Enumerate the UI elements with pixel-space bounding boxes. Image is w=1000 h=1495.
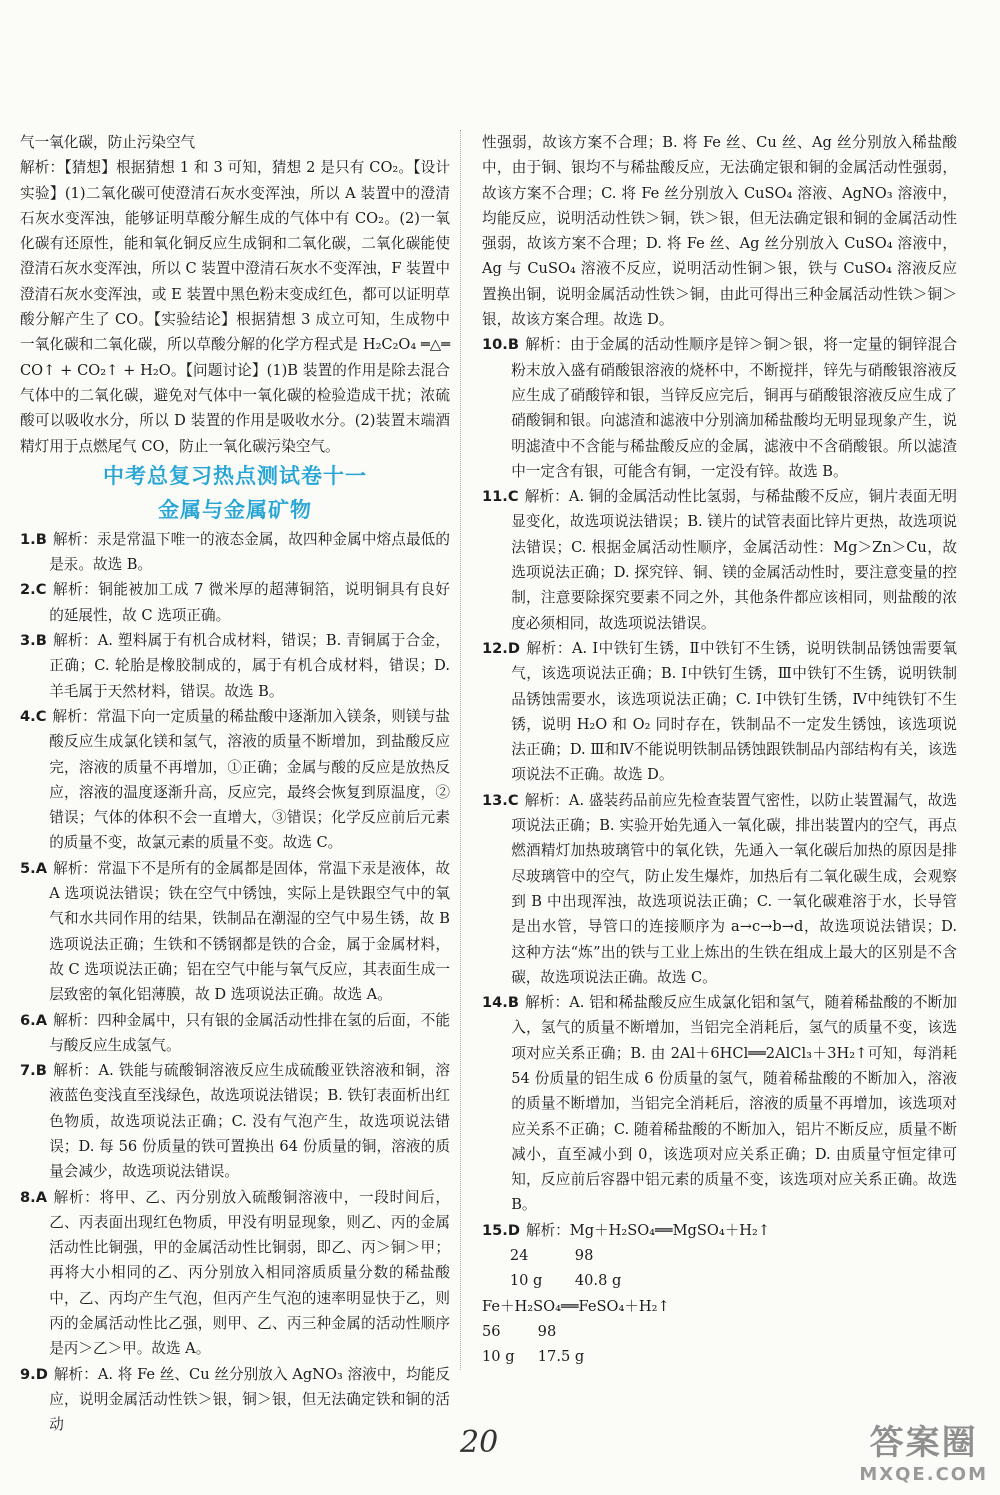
answer-item [20,1058,450,1184]
answer-text: 解析：A. 盛装药品前应先检查装置气密性，以防止装置漏气，故选项说法正确；B. 实验开始先通入一氧化碳，排出装置内的空气，再点燃酒精灯加热玻璃管中的氧化铁，先通入一氧化碳后加热的原因是排尽玻璃管中的空气，防止发生爆炸，加热后有二氧化碳生成，会观察到 B 中出现浑浊，故选项说法正确；C. 一氧化碳难溶于水，长导管是出水管，导管口的连接顺序为 a→c→b→d，故选项说法错误；D. 这种方法“炼”出的铁与工业上炼出的生铁在组成上最大的区别是不含碳，故选项说法正确。故选 C。 [511,791,957,986]
answer-item [482,788,957,990]
answer-text: 解析：将甲、乙、丙分别放入硫酸铜溶液中，一段时间后，乙、丙表面出现红色物质，甲没有明显现象，则乙、丙的金属活动性比铜强，甲的金属活动性比铜弱，即乙、丙＞铜＞甲；再将大小相同的乙、丙分别放入相同溶质质量分数的稀盐酸中，乙、丙均产生气泡，但丙产生气泡的速率明显快于乙，则丙的金属活动性比乙强，则甲、乙、丙三种金属的活动性顺序是丙＞乙＞甲。故选 A。 [49,1188,450,1358]
question-number: 13.C [482,791,519,809]
question-number: 2.C [20,581,47,599]
answer-text: 解析：汞是常温下唯一的液态金属，故四种金属中熔点最低的是汞。故选 B。 [49,530,450,574]
equation-line: 24 98 [482,1247,594,1265]
question-number: 7.B [20,1062,47,1080]
question-number: 10.B [482,336,519,354]
answer-item [20,628,450,704]
answer-text: 解析：A. Ⅰ中铁钉生锈，Ⅱ中铁钉不生锈，说明铁制品锈蚀需要氧气，该选项说法正确；B. Ⅰ中铁钉生锈，Ⅲ中铁钉不生锈，说明铁制品锈蚀需要水，该选项说法正确；C. Ⅰ中铁钉生锈，Ⅳ中纯铁钉不生锈，说明 H₂O 和 O₂ 同时存在，铁制品不一定发生锈蚀，该选项说法正确；D. Ⅲ和Ⅳ不能说明铁制品锈蚀跟铁制品内部结构有关，该选项说法不正确。故选 D。 [511,639,957,784]
answer-item [20,1362,450,1438]
question-number: 3.B [20,632,47,650]
answer-text: 解析：铜能被加工成 7 微米厚的超薄铜箔，说明铜具有良好的延展性，故 C 选项正确。 [49,581,450,624]
answer-item [20,856,450,1008]
answer-item [20,1185,450,1362]
answer-item [20,527,450,578]
answer-item [482,332,957,484]
answer-item [20,1008,450,1059]
question-number: 12.D [482,639,520,657]
question-number: 1.B [20,530,47,548]
watermark-url: MXQE.COM [859,1464,988,1485]
answer-text: 解析：A. 将 Fe 丝、Cu 丝分别放入 AgNO₃ 溶液中，均能反应，说明金属活动性铁＞银，铜＞银，但无法确定铁和铜的活动 [49,1365,450,1434]
answer-text: 解析：常温下不是所有的金属都是固体，常温下汞是液体，故 A 选项说法错误；铁在空气中锈蚀，实际上是铁跟空气中的氧气和水共同作用的结果，铁制品在潮湿的空气中易生锈，故 B 选项说法正确；生铁和不锈钢都是铁的合金，属于金属材料，故 C 选项说法正确；铝在空气中能与氧气反应，其表面生成一层致密的氧化铝薄膜，故 D 选项说法正确。故选 A。 [49,859,450,1004]
answer-text: 解析：A. 塑料属于有机合成材料，错误；B. 青铜属于合金，正确；C. 轮胎是橡胶制成的，属于有机合成材料，错误；D. 羊毛属于天然材料，错误。故选 B。 [49,632,450,700]
answer-item [482,484,957,636]
equation-line: Fe＋H₂SO₄══FeSO₄＋H₂↑ [482,1297,670,1315]
answer-item [20,704,450,856]
section-title: 中考总复习热点测试卷十一 [103,463,367,488]
watermark-title: 答案圈 [869,1423,978,1463]
paragraph: 解析：【猜想】根据猜想 1 和 3 可知，猜想 2 是只有 CO₂。【设计实验】(1)二氧化碳可使澄清石灰水变浑浊，所以 A 装置中的澄清石灰水变浑浊，能够证明草酸分解生成的气体中有 CO₂。(2)一氧化碳有还原性，能和氧化铜反应生成铜和二氧化碳，二氧化碳能使澄清石灰水变浑浊，所以 C 装置中澄清石灰水不变浑浊，F 装置中澄清石灰水变浑浊，或 E 装置中黑色粉末变成红色，都可以证明草酸分解产生了 CO。【实验结论】根据猜想 3 成立可知，生成物中一氧化碳和二氧化碳，所以草酸分解的化学方程式是 H₂C₂O₄ ═△═ CO↑ + CO₂↑ + H₂O。【问题讨论】(1)B 装置的作用是除去混合气体中的二氧化碳，避免对气体中一氧化碳的检验造成干扰；浓硫酸可以吸收水分，所以 D 装置的作用是吸收水分。(2)装置末端酒精灯用于点燃尾气 CO，防止一氧化碳污染空气。 [20,159,450,455]
answer-item [20,577,450,628]
equation-line: 56 98 [482,1322,557,1340]
section-title: 金属与金属矿物 [158,497,312,522]
right-column [482,130,957,1370]
question-number: 15.D [482,1221,520,1239]
question-number: 8.A [20,1188,47,1206]
answer-item [482,636,957,788]
answer-text: 解析：A. 铝和稀盐酸反应生成氯化铝和氢气，随着稀盐酸的不断加入，氢气的质量不断增加，当铝完全消耗后，氢气的质量不变，该选项对应关系正确；B. 由 2Al＋6HCl══2AlCl₃＋3H₂↑可知，每消耗 54 份质量的铝生成 6 份质量的氢气，随着稀盐酸的不断加入，溶液的质量不断增加，当铝完全消耗后，溶液的质量不再增加，该选项对应关系不正确；C. 随着稀盐酸的不断加入，铝片不断反应，质量不断减小，直至减小到 0，该选项对应关系正确；D. 由质量守恒定律可知，反应前后容器中铝元素的质量不变，该选项对应关系正确。故选 B。 [511,994,957,1214]
answer-text: 解析：四种金属中，只有银的金属活动性排在氢的后面，不能与酸反应生成氢气。 [49,1011,450,1054]
paragraph: 气一氧化碳，防止污染空气 [20,134,196,151]
question-number: 11.C [482,488,519,506]
paragraph: 性强弱，故该方案不合理；B. 将 Fe 丝、Cu 丝、Ag 丝分别放入稀盐酸中，由于铜、银均不与稀盐酸反应，无法确定银和铜的金属活动性强弱，故该方案不合理；C. 将 Fe 丝分别放入 CuSO₄ 溶液、AgNO₃ 溶液中，均能反应，说明活动性铁＞铜，铁＞银，但无法确定银和铜的金属活动性强弱，故该方案不合理；D. 将 Fe 丝、Ag 丝分别放入 CuSO₄ 溶液中，Ag 与 CuSO₄ 溶液不反应，说明活动性铜＞银，铁与 CuSO₄ 溶液反应置换出铜，说明金属活动性铁＞铜，由此可得出三种金属活动性铁＞铜＞银，故该方案合理。故选 D。 [482,134,957,329]
equation-line: 10 g 17.5 g [482,1348,585,1366]
left-column [20,130,450,1438]
answer-text: 解析：Mg＋H₂SO₄══MgSO₄＋H₂↑ [525,1221,771,1239]
question-number: 4.C [20,707,47,725]
question-number: 5.A [20,859,47,877]
column-divider [460,130,461,1370]
answer-text: 解析：A. 铜的金属活动性比氢弱，与稀盐酸不反应，铜片表面无明显变化，故选项说法错误；B. 镁片的试管表面比锌片更热，故选项说法错误；C. 根据金属活动性顺序，金属活动性：Mg＞Zn＞Cu，故选项说法正确；D. 探究锌、铜、镁的金属活动性时，要注意变量的控制，注意要除探究要素不同之外，其他条件都应该相同，则盐酸的浓度必须相同，故选项说法错误。 [511,488,957,632]
equation-line: 10 g 40.8 g [482,1272,622,1290]
answer-text: 解析：常温下向一定质量的稀盐酸中逐渐加入镁条，则镁与盐酸反应生成氯化镁和氢气，溶液的质量不断增加，到盐酸反应完，溶液的质量不再增加，①正确；金属与酸的反应是放热反应，溶液的温度逐渐升高，反应完，最终会恢复到原温度，②错误；气体的体积不会一直增大，③错误；化学反应前后元素的质量不变，故氯元素的质量不变。故选 C。 [49,707,450,852]
watermark-logo [859,1415,988,1485]
answer-item [482,990,957,1218]
question-number: 9.D [20,1365,48,1383]
page-number: 20 [460,1425,499,1460]
answer-text: 解析：A. 铁能与硫酸铜溶液反应生成硫酸亚铁溶液和铜，溶液蓝色变浅直至浅绿色，故选项说法错误；B. 铁钉表面析出红色物质，故选项说法正确；C. 没有气泡产生，故选项说法错误；D. 每 56 份质量的铁可置换出 64 份质量的铜，溶液的质量会减少，故选项说法错误。 [49,1062,450,1181]
answer-text: 解析：由于金属的活动性顺序是锌＞铜＞银，将一定量的铜锌混合粉末放入盛有硝酸银溶液的烧杯中，不断搅拌，锌先与硝酸银溶液反应生成了硝酸锌和银，当锌反应完后，铜再与硝酸银溶液反应生成了硝酸铜和银。向滤渣和滤液中分别滴加稀盐酸均无明显现象产生，说明滤渣中不含能与稀盐酸反应的金属，滤液中不含硝酸银。所以滤渣中一定含有银，可能含有铜，一定没有锌。故选 B。 [511,336,957,480]
answer-item [482,1218,957,1243]
question-number: 6.A [20,1011,47,1029]
question-number: 14.B [482,994,519,1012]
